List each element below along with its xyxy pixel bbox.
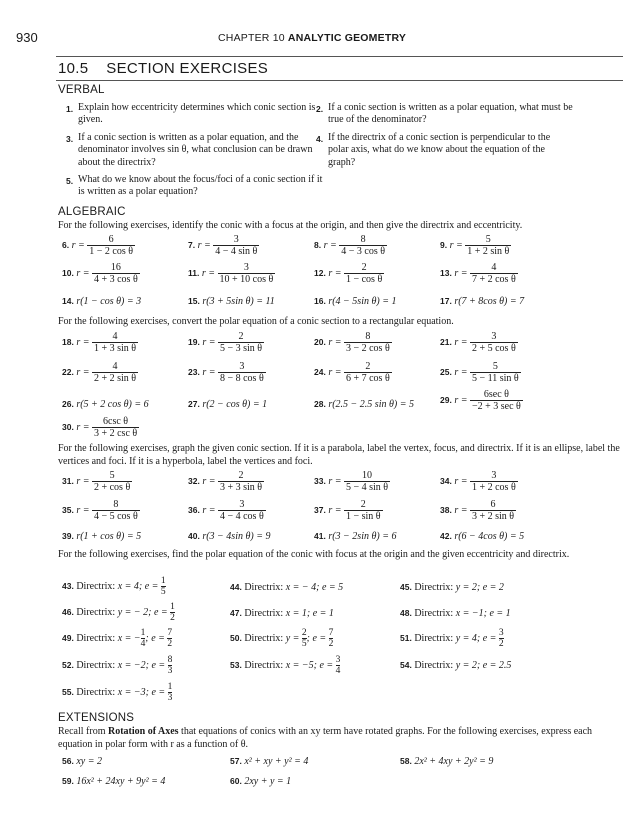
instruction-convert: For the following exercises, convert the polar equation of a conic section to a rectangular equation.	[58, 316, 454, 327]
instruction-find-polar: For the following exercises, find the polar equation of the conic with focus at the origin and the given eccentricity and directrix.	[58, 549, 570, 560]
exercise-49: 49. Directrix: x = − $\frac{1}{4}$ ; e = $\frac{7}{2}$	[62, 628, 173, 649]
instruction-identify: For the following exercises, identify the conic with a focus at the origin, and then give the directrix and eccentricity.	[58, 220, 523, 231]
exercise-15: 15. r(3 + 5sin θ) = 11	[188, 296, 275, 307]
exercise-36: 36. r = $\frac{3}{\text{4 − 4 cos θ}}$	[188, 499, 264, 522]
verbal-question-2: 2. If a conic section is written as a polar equation, what must be true of the denominator?	[316, 102, 573, 126]
exercise-38: 38. r = $\frac{6}{\text{3 + 2 sin θ}}$	[440, 499, 515, 522]
verbal-heading: VERBAL	[58, 84, 105, 96]
exercise-57: 57. x² + xy + y² = 4	[230, 756, 309, 767]
exercise-28: 28. r(2.5 − 2.5 sin θ) = 5	[314, 399, 414, 410]
exercise-11: 11. r = $\frac{3}{\text{10 + 10 cos θ}}$	[188, 262, 274, 285]
extensions-intro: Recall from Rotation of Axes that equations of conics with an xy term have rotated graphs. For the following exercises, express each equation in polar form with r as a function of θ.	[58, 726, 593, 750]
verbal-question-4: 4. If the directrix of a conic section is perpendicular to the polar axis, what do we know about the equation of the graph?	[316, 132, 551, 168]
exercise-41: 41. r(3 − 2sin θ) = 6	[314, 531, 397, 542]
exercise-22: 22. r = $\frac{4}{\text{2 + 2 sin θ}}$	[62, 361, 137, 384]
exercise-25: 25. r = $\frac{5}{\text{5 − 11 sin θ}}$	[440, 361, 519, 384]
exercise-20: 20. r = $\frac{8}{\text{3 − 2 cos θ}}$	[314, 331, 390, 354]
exercise-44: 44. Directrix: x = − 4; e = 5	[230, 582, 344, 593]
chapter-header: CHAPTER 10 ANALYTIC GEOMETRY	[218, 32, 407, 44]
exercise-27: 27. r(2 − cos θ) = 1	[188, 399, 268, 410]
exercise-6: 6. r = $\frac{6}{\text{1 − 2 cos θ}}$	[62, 234, 133, 257]
exercise-53: 53. Directrix: x = −5; e = $\frac{3}{4}$	[230, 655, 341, 676]
exercise-58: 58. 2x² + 4xy + 2y² = 9	[400, 756, 494, 767]
instruction-graph: For the following exercises, graph the given conic section. If it is a parabola, label the vertex, focus, and directrix. If it is an ellipse, label the vertices and foci. If it is a hyperbola, label the vertices and foci.	[58, 443, 620, 467]
exercise-17: 17. r(7 + 8cos θ) = 7	[440, 296, 525, 307]
algebraic-heading: ALGEBRAIC	[58, 206, 126, 218]
exercise-24: 24. r = $\frac{2}{\text{6 + 7 cos θ}}$	[314, 361, 390, 384]
exercise-45: 45. Directrix: y = 2; e = 2	[400, 582, 504, 593]
exercise-12: 12. r = $\frac{2}{\text{1 − cos θ}}$	[314, 262, 383, 285]
exercise-39: 39. r(1 + cos θ) = 5	[62, 531, 142, 542]
exercise-7: 7. r = $\frac{3}{\text{4 − 4 sin θ}}$	[188, 234, 258, 257]
verbal-question-1: 1. Explain how eccentricity determines which conic section is given.	[66, 102, 316, 126]
header-rule	[56, 56, 623, 57]
exercise-52: 52. Directrix: x = −2; e = $\frac{8}{3}$	[62, 655, 173, 676]
exercise-48: 48. Directrix: x = −1; e = 1	[400, 608, 511, 619]
exercise-23: 23. r = $\frac{3}{\text{8 − 8 cos θ}}$	[188, 361, 264, 384]
exercise-30: 30. r = 6csc θ 3 + 2 csc θ	[62, 416, 138, 439]
exercise-10: 10. r = $\frac{16}{\text{4 + 3 cos θ}}$	[62, 262, 138, 285]
exercise-35: 35. r = $\frac{8}{\text{4 − 5 cos θ}}$	[62, 499, 138, 522]
section-title: 10.5 SECTION EXERCISES	[58, 60, 269, 77]
exercise-42: 42. r(6 − 4cos θ) = 5	[440, 531, 525, 542]
exercise-34: 34. r = $\frac{3}{\text{1 + 2 cos θ}}$	[440, 470, 516, 493]
exercise-18: 18. r = $\frac{4}{\text{1 + 3 sin θ}}$	[62, 331, 137, 354]
exercise-33: 33. r = $\frac{10}{\text{5 − 4 sin θ}}$	[314, 470, 389, 493]
exercise-60: 60. 2xy + y = 1	[230, 776, 292, 787]
exercise-31: 31. r = $\frac{5}{\text{2 + cos θ}}$	[62, 470, 131, 493]
exercise-21: 21. r = $\frac{3}{\text{2 + 5 cos θ}}$	[440, 331, 516, 354]
exercise-59: 59. 16x² + 24xy + 9y² = 4	[62, 776, 166, 787]
exercise-54: 54. Directrix: y = 2; e = 2.5	[400, 660, 512, 671]
extensions-heading: EXTENSIONS	[58, 712, 135, 724]
exercise-29: 29. r = 6sec θ −2 + 3 sec θ	[440, 389, 521, 412]
section-rule	[56, 80, 623, 81]
exercise-8: 8. r = $\frac{8}{\text{4 − 3 cos θ}}$	[314, 234, 385, 257]
exercise-32: 32. r = $\frac{2}{\text{3 + 3 sin θ}}$	[188, 470, 263, 493]
exercise-14: 14. r(1 − cos θ) = 3	[62, 296, 142, 307]
exercise-43: 43. Directrix: x = 4; e = $\frac{1}{5}$	[62, 576, 166, 597]
exercise-46: 46. Directrix: y = − 2; e = $\frac{1}{2}$	[62, 602, 175, 623]
page-number: 930	[16, 30, 38, 45]
exercise-26: 26. r(5 + 2 cos θ) = 6	[62, 399, 149, 410]
exercise-56: 56. xy = 2	[62, 756, 102, 767]
exercise-9: 9. r = $\frac{5}{\text{1 + 2 sin θ}}$	[440, 234, 510, 257]
verbal-question-3: 3. If a conic section is written as a polar equation, and the denominator involves sin θ, what conclusion can be drawn about the directrix?	[66, 132, 313, 168]
exercise-47: 47. Directrix: x = 1; e = 1	[230, 608, 334, 619]
exercise-16: 16. r(4 − 5sin θ) = 1	[314, 296, 397, 307]
verbal-question-5: 5. What do we know about the focus/foci of a conic section if it is written as a polar equation?	[66, 174, 323, 198]
exercise-55: 55. Directrix: x = −3; e = $\frac{1}{3}$	[62, 682, 173, 703]
exercise-19: 19. r = $\frac{2}{\text{5 − 3 sin θ}}$	[188, 331, 263, 354]
exercise-51: 51. Directrix: y = 4; e = $\frac{3}{2}$	[400, 628, 504, 649]
exercise-40: 40. r(3 − 4sin θ) = 9	[188, 531, 271, 542]
exercise-13: 13. r = $\frac{4}{\text{7 + 2 cos θ}}$	[440, 262, 516, 285]
exercise-50: 50. Directrix: y = $\frac{2}{5}$ ; e = $\frac{7}{2}$	[230, 628, 334, 649]
exercise-37: 37. r = $\frac{2}{\text{1 − sin θ}}$	[314, 499, 381, 522]
